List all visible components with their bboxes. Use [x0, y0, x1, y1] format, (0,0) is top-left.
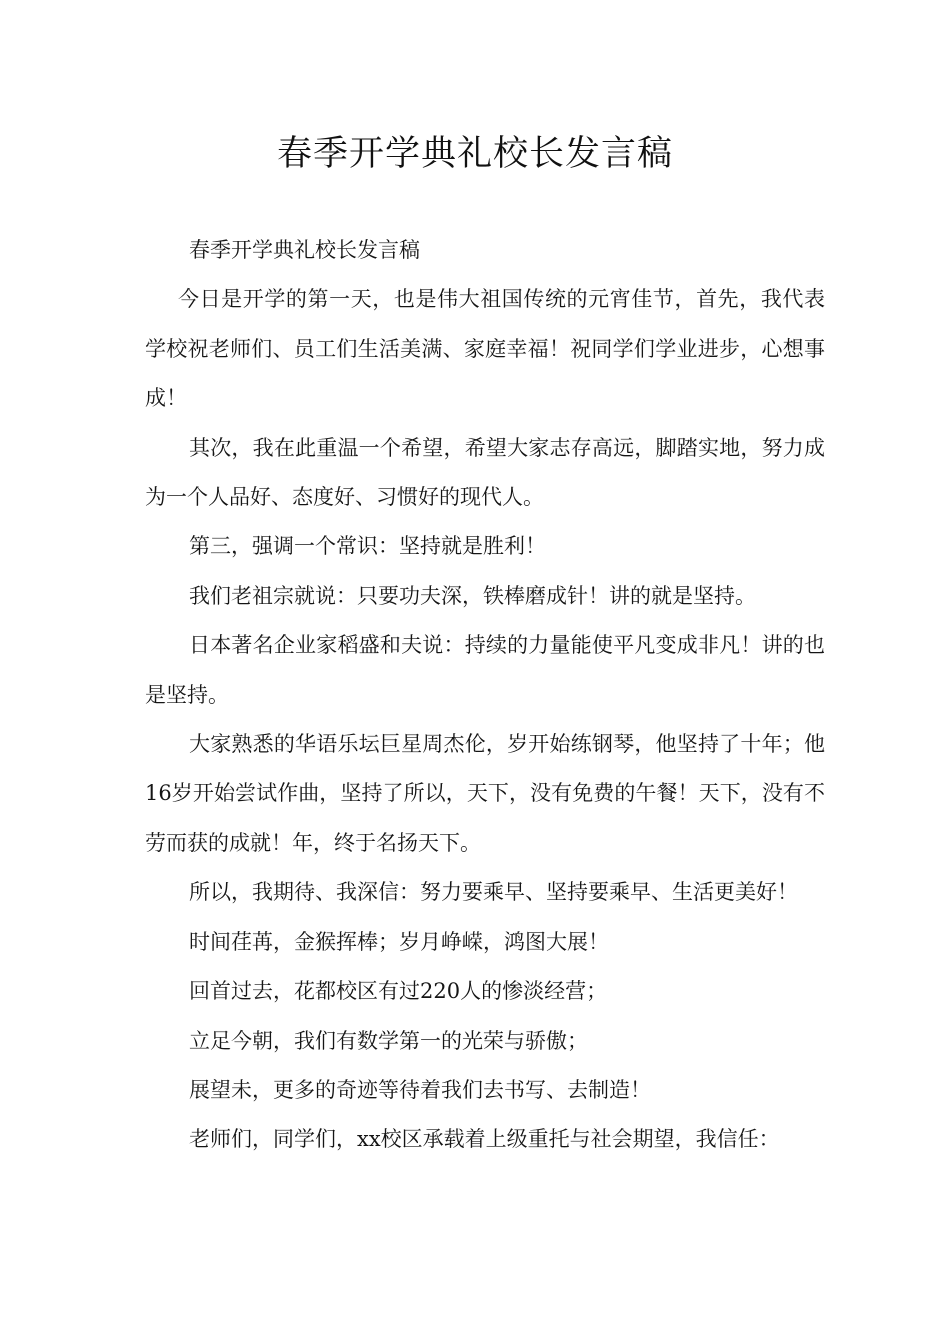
paragraph-expectation: 所以，我期待、我深信：努力要乘早、坚持要乘早、生活更美好！	[189, 880, 798, 905]
paragraph-ancestors-saying: 我们老祖宗就说：只要功夫深，铁棒磨成针！讲的就是坚持。	[189, 583, 756, 608]
paragraph-looking-back: 回首过去，花都校区有过220人的惨淡经营；	[189, 979, 608, 1004]
paragraph-jay-chou: 大家熟悉的华语乐坛巨星周杰伦，岁开始练钢琴，他坚持了十年；他16岁开始尝试作曲，坚持了所以，天下，没有免费的午餐！天下，没有不劳而获的成就！年，终于名扬天下。	[145, 732, 825, 855]
paragraph-subtitle: 春季开学典礼校长发言稿	[189, 238, 420, 262]
paragraph-present: 立足今朝，我们有数学第一的光荣与骄傲；	[189, 1028, 588, 1053]
paragraph-future: 展望未，更多的奇迹等待着我们去书写、去制造！	[189, 1077, 651, 1102]
document-title: 春季开学典礼校长发言稿	[276, 134, 673, 174]
document-body	[145, 226, 825, 1165]
paragraph-closing: 老师们，同学们，xx校区承载着上级重托与社会期望，我信任：	[189, 1127, 780, 1152]
paragraph-inamori-quote: 日本著名企业家稻盛和夫说：持续的力量能使平凡变成非凡！讲的也是坚持。	[145, 633, 825, 707]
paragraph-hope: 其次，我在此重温一个希望，希望大家志存高远，脚踏实地，努力成为一个人品好、态度好、习惯好的现代人。	[145, 435, 825, 510]
paragraph-third-point: 第三，强调一个常识：坚持就是胜利！	[189, 534, 546, 559]
paragraph-time-flies: 时间荏苒，金猴挥棒；岁月峥嵘，鸿图大展！	[189, 929, 609, 954]
paragraph-greeting: 今日是开学的第一天，也是伟大祖国传统的元宵佳节，首先，我代表学校祝老师们、员工们生活美满、家庭幸福！祝同学们学业进步，心想事成！	[145, 287, 825, 411]
